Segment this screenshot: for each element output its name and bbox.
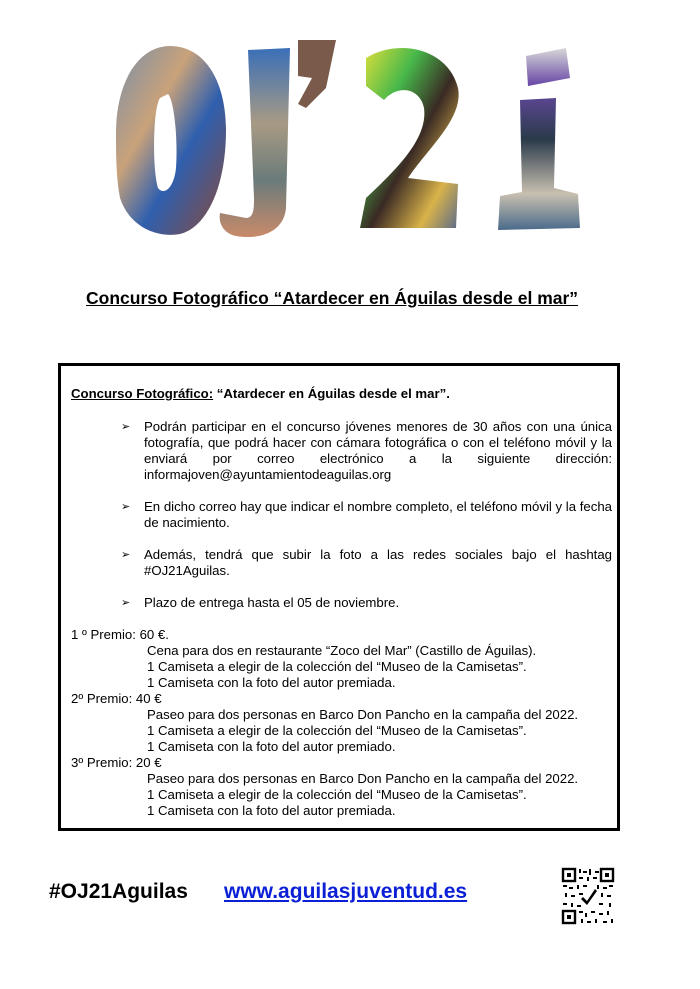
rules-list [71, 419, 612, 611]
prize-2-item: 1 Camiseta con la foto del autor premiado. [147, 739, 396, 754]
prize-3-item: Paseo para dos personas en Barco Don Pancho en la campaña del 2022. [147, 771, 579, 786]
prize-2-title: 2º Premio: 40 € [71, 691, 162, 706]
arrowhead-bullet-icon: ➢ [121, 597, 131, 609]
box-heading-label: Concurso Fotográfico: [71, 386, 214, 401]
arrowhead-bullet-icon: ➢ [121, 501, 131, 513]
rule-item: ➢ Podrán participar en el concurso jóvenes menores de 30 años con una única fotografía, que podrá hacer con cámara fotográfica o con el teléfono móvil y la enviará por correo electrónico a la siguiente dirección: informajoven@ayuntamientodeaguilas.org [121, 419, 612, 482]
prize-3-item: 1 Camiseta a elegir de la colección del “Museo de la Camisetas”. [147, 787, 527, 802]
prize-2-item: Paseo para dos personas en Barco Don Pancho en la campaña del 2022. [147, 707, 579, 722]
footer-hashtag: #OJ21Aguilas [49, 880, 188, 903]
logo-letter-j [220, 48, 290, 237]
rule-item: ➢ Plazo de entrega hasta el 05 de noviembre. [121, 595, 400, 610]
logo-digit-1 [498, 48, 580, 230]
photo-collage-logo-icon [108, 38, 618, 248]
rule-item: ➢ En dicho correo hay que indicar el nombre completo, el teléfono móvil y la fecha de nacimiento. [121, 499, 612, 530]
logo-digit-2 [360, 48, 459, 228]
arrowhead-bullet-icon: ➢ [121, 421, 131, 433]
logo-letter-o [116, 46, 226, 235]
prize-1-title: 1 º Premio: 60 €. [71, 627, 169, 642]
contest-info-box [58, 363, 620, 831]
prize-1-item: 1 Camiseta a elegir de la colección del “Museo de la Camisetas”. [147, 659, 527, 674]
box-heading-title: “Atardecer en Águilas desde el mar”. [213, 386, 450, 401]
box-heading [71, 386, 612, 402]
logo-apostrophe [298, 40, 336, 108]
prize-1-item: 1 Camiseta con la foto del autor premiada. [147, 675, 396, 690]
page-title: Concurso Fotográfico “Atardecer en Águilas desde el mar” [86, 288, 579, 308]
prize-3-item: 1 Camiseta con la foto del autor premiada. [147, 803, 396, 818]
prizes-section [71, 627, 612, 819]
qr-code-icon[interactable] [561, 867, 615, 925]
website-link[interactable]: www.aguilasjuventud.es [224, 880, 468, 903]
prize-2-item: 1 Camiseta a elegir de la colección del “Museo de la Camisetas”. [147, 723, 527, 738]
rule-item: ➢ Además, tendrá que subir la foto a las redes sociales bajo el hashtag #OJ21Aguilas. [121, 547, 612, 578]
arrowhead-bullet-icon: ➢ [121, 549, 131, 561]
prize-1-item: Cena para dos en restaurante “Zoco del Mar” (Castillo de Águilas). [147, 643, 537, 658]
oj21-logo [108, 38, 618, 248]
prize-3-title: 3º Premio: 20 € [71, 755, 162, 770]
